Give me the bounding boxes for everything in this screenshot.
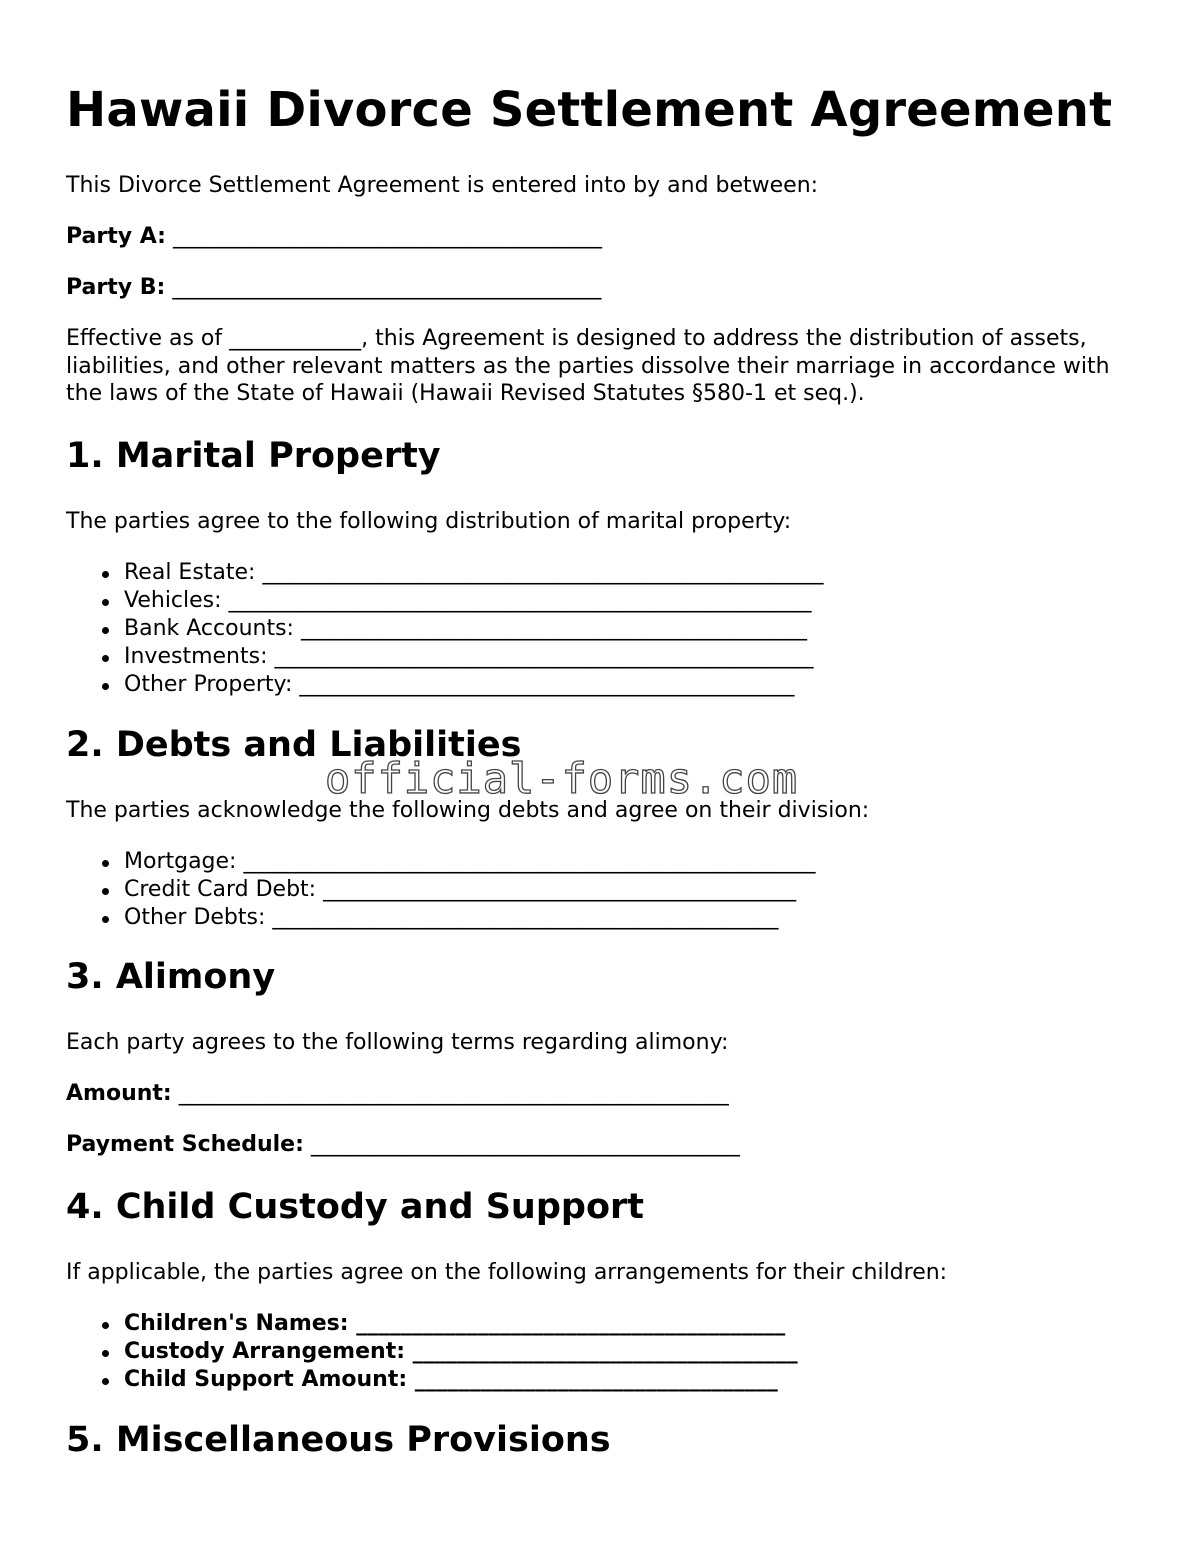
section-heading-marital-property: 1. Marital Property <box>66 436 441 476</box>
section-intro-debts: The parties acknowledge the following debts and agree on their division: <box>66 798 870 823</box>
section-heading-debts: 2. Debts and Liabilities <box>66 725 522 765</box>
section-intro-marital-property: The parties agree to the following distribution of marital property: <box>66 509 792 534</box>
document-title: Hawaii Divorce Settlement Agreement <box>66 82 1113 138</box>
payment-schedule-line <box>66 1131 740 1159</box>
alimony-amount-blank: __________________________________________________ <box>178 1081 729 1106</box>
alimony-amount-line <box>66 1080 729 1108</box>
intro-text: This Divorce Settlement Agreement is entered into by and between: <box>66 173 819 198</box>
party-a-label: Party A: <box>66 224 166 249</box>
list-item-childrens-names: Children's Names: _______________________________________ <box>66 1310 798 1338</box>
list-item-child-support-amount: Child Support Amount: _________________________________ <box>66 1366 798 1394</box>
section-heading-alimony: 3. Alimony <box>66 957 276 997</box>
section-heading-child-custody: 4. Child Custody and Support <box>66 1187 644 1227</box>
list-item-bank-accounts: Bank Accounts: ______________________________________________ <box>66 615 823 643</box>
effective-paragraph: Effective as of ____________, this Agreement is designed to address the distribution of assets, liabilities, and other relevant matters as the parties dissolve their marriage in accordance with the laws of the State of Hawaii (Hawaii Revised Statutes §580-1 et seq.). <box>66 326 1110 406</box>
marital-property-list <box>66 559 823 699</box>
party-b-blank: _______________________________________ <box>172 275 602 300</box>
section-intro-alimony: Each party agrees to the following terms regarding alimony: <box>66 1030 729 1055</box>
watermark: official-forms.com <box>325 754 799 803</box>
payment-schedule-label: Payment Schedule: <box>66 1132 304 1157</box>
list-item-credit-card-debt: Credit Card Debt: ___________________________________________ <box>66 876 815 904</box>
debts-list <box>66 848 815 932</box>
list-item-investments: Investments: _________________________________________________ <box>66 643 823 671</box>
section-intro-child-custody: If applicable, the parties agree on the following arrangements for their children: <box>66 1260 948 1285</box>
party-a-blank: _______________________________________ <box>172 224 602 249</box>
list-item-vehicles: Vehicles: _____________________________________________________ <box>66 587 823 615</box>
party-a-line <box>66 223 602 251</box>
list-item-mortgage: Mortgage: ____________________________________________________ <box>66 848 815 876</box>
list-item-custody-arrangement: Custody Arrangement: ___________________________________ <box>66 1338 798 1366</box>
list-item-real-estate: Real Estate: ___________________________________________________ <box>66 559 823 587</box>
payment-schedule-blank: _______________________________________ <box>310 1132 740 1157</box>
list-item-other-debts: Other Debts: ______________________________________________ <box>66 904 815 932</box>
party-b-label: Party B: <box>66 275 166 300</box>
party-b-line <box>66 274 601 302</box>
alimony-amount-label: Amount: <box>66 1081 172 1106</box>
section-heading-miscellaneous: 5. Miscellaneous Provisions <box>66 1420 611 1460</box>
child-custody-list <box>66 1310 798 1394</box>
list-item-other-property: Other Property: _____________________________________________ <box>66 671 823 699</box>
